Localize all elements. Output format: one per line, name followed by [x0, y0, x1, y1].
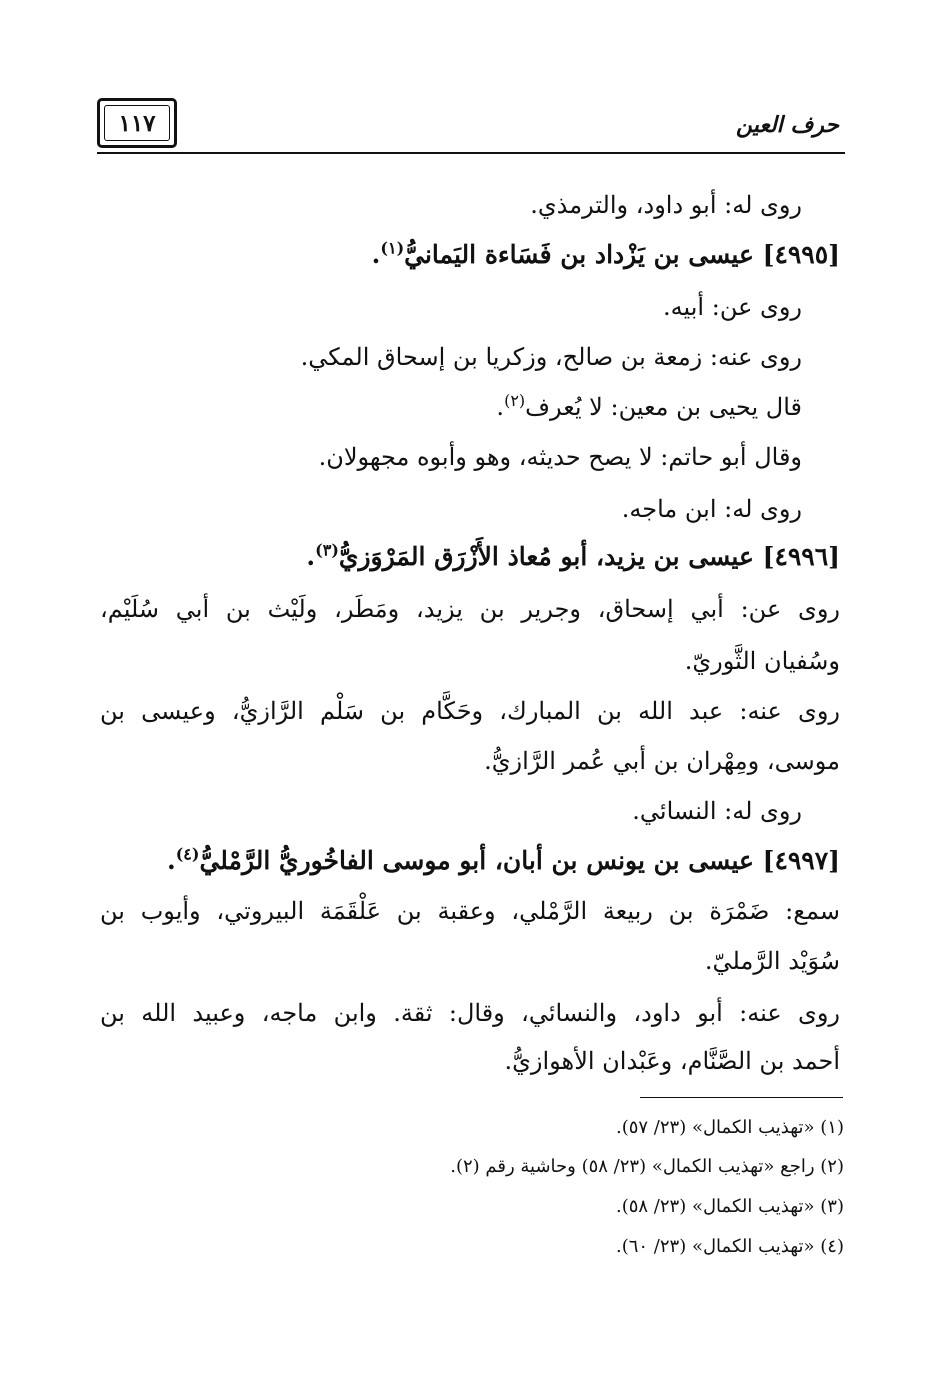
entry-heading-text: [٤٩٩٦] عيسى بن يزيد، أبو مُعاذ الأَزْرَق المَرْوَزيُّ [338, 542, 840, 571]
text-line: روى له: ابن ماجه. [621, 495, 802, 523]
footnote-mark: (٢) [504, 391, 526, 410]
heading-period: . [306, 542, 316, 571]
text-line: روى عنه: زمعة بن صالح، وزكريا بن إسحاق المكي. [300, 343, 802, 371]
heading-period: . [371, 240, 381, 269]
footnote-mark: (١) [380, 238, 405, 258]
text-line: روى عنه: عبد الله بن المبارك، وحَكَّام بن سَلْم الرَّازيُّ، وعيسى بن [100, 697, 840, 725]
page-number: ١١٧ [118, 109, 156, 137]
text-line: روى له: أبو داود، والترمذي. [530, 191, 802, 219]
text-line: روى عنه: أبو داود، والنسائي، وقال: ثقة. وابن ماجه، وعبيد الله بن [100, 999, 840, 1027]
footnote: (١) «تهذيب الكمال» (٢٣/ ٥٧). [615, 1117, 844, 1138]
footnote: (٣) «تهذيب الكمال» (٢٣/ ٥٨). [615, 1196, 844, 1217]
text-line: وقال أبو حاتم: لا يصح حديثه، وهو وأبوه مجهولان. [318, 443, 802, 471]
text-line: موسى، ومِهْران بن أبي عُمر الرَّازيُّ. [484, 747, 840, 775]
text-line: أحمد بن الصَّنَّام، وعَبْدان الأهوازيُّ. [504, 1047, 840, 1075]
footnote-rule [640, 1097, 843, 1098]
entry-heading-text: [٤٩٩٧] عيسى بن يونس بن أبان، أبو موسى الفاخُوريُّ الرَّمْليُّ [199, 846, 840, 875]
entry-heading-4996 [306, 540, 840, 574]
header-rule [97, 152, 845, 154]
footnote: (٤) «تهذيب الكمال» (٢٣/ ٦٠). [615, 1236, 844, 1257]
footnote-mark: (٤) [175, 844, 200, 864]
text-line: وسُفيان الثَّوريّ. [684, 647, 840, 675]
heading-period: . [166, 846, 176, 875]
text-line: سُوَيْد الرَّمليّ. [704, 947, 840, 975]
line-period: . [496, 393, 505, 421]
footnote-mark: (٣) [315, 540, 339, 560]
text-line [496, 390, 802, 424]
text-line: روى عن: أبي إسحاق، وجرير بن يزيد، ومَطَر، ولَيْث بن أبي سُلَيْم، [100, 595, 840, 623]
entry-heading-text: [٤٩٩٥] عيسى بن يَزْداد بن فَسَاءة اليَمانيُّ [404, 240, 840, 269]
page-number-box [97, 98, 177, 148]
chapter-title: حرف العين [735, 112, 839, 138]
entry-heading-4995 [372, 238, 840, 272]
text-line-content: قال يحيى بن معين: لا يُعرف [525, 393, 802, 421]
footnote: (٢) راجع «تهذيب الكمال» (٢٣/ ٥٨) وحاشية رقم (٢). [450, 1156, 844, 1177]
text-line: روى عن: أبيه. [663, 293, 802, 321]
text-line: سمع: ضَمْرَة بن ربيعة الرَّمْلي، وعقبة بن عَلْقَمَة البيروتي، وأيوب بن [100, 897, 840, 925]
text-line: روى له: النسائي. [632, 797, 802, 825]
entry-heading-4997 [167, 844, 840, 878]
